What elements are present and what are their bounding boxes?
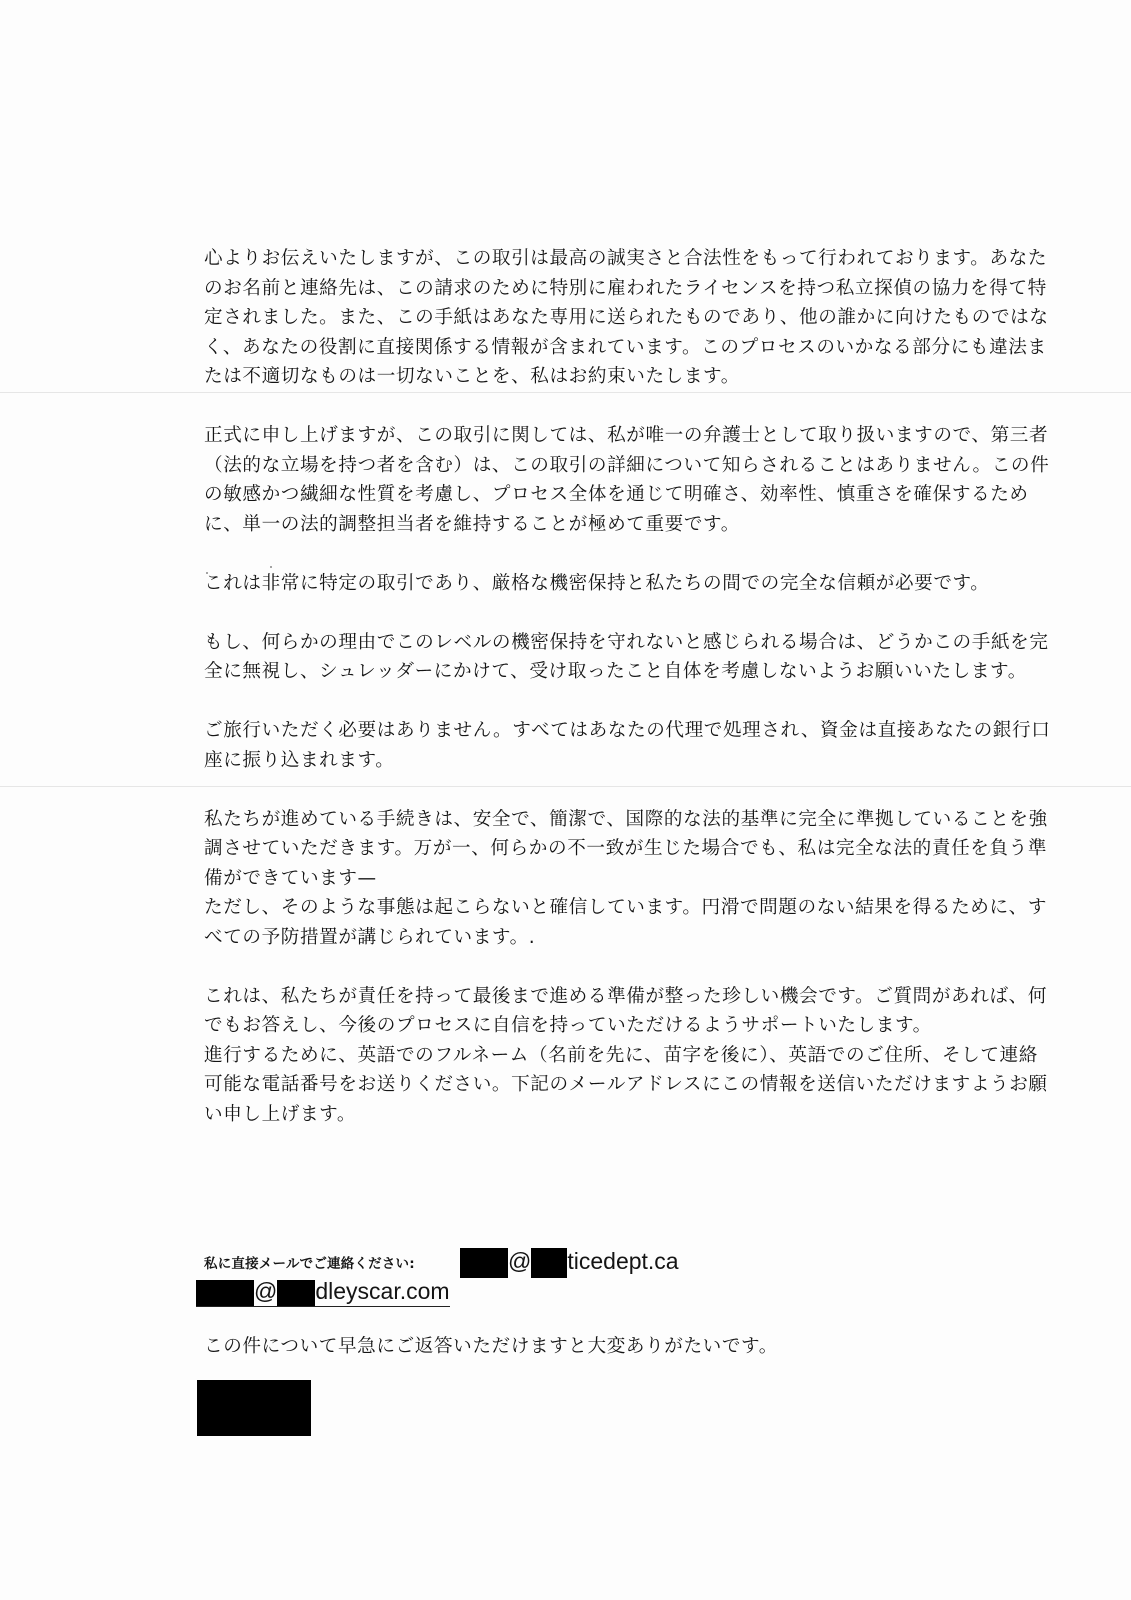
- email-domain: dleyscar.com: [315, 1278, 450, 1304]
- paragraph-procedure: 私たちが進めている手続きは、安全で、簡潔で、国際的な法的基準に完全に準拠していることを強調させていただきます。万が一、何らかの不一致が生じた場合でも、私は完全な法的責任を負う準備ができています—: [204, 808, 1048, 889]
- redacted-block: [277, 1280, 315, 1306]
- paragraph-rare-opportunity: これは、私たちが責任を持って最後まで進める準備が整った珍しい機会です。ご質問があれば、何でもお答えし、今後のプロセスに自信を持っていただけるようサポートいたします。: [204, 985, 1048, 1036]
- closing-line: この件について早急にご返答いただけますと大変ありがたいです。: [204, 1336, 778, 1357]
- paragraph-sole-lawyer: 正式に申し上げますが、この取引に関しては、私が唯一の弁護士として取り扱いますので、第三者（法的な立場を持つ者を含む）は、この取引の詳細について知らされることはありません。この件の敏感かつ繊細な性質を考慮し、プロセス全体を通じて明確さ、効率性、慎重さを確保するために、単一の法的調整担当者を維持することが極めて重要です。: [204, 425, 1050, 535]
- paragraph-send-details: 進行するために、英語でのフルネーム（名前を先に、苗字を後に）、英語でのご住所、そして連絡可能な電話番号をお送りください。下記のメールアドレスにこの情報を送信いただけますようお願い申し上げます。: [204, 1044, 1048, 1125]
- paragraph-no-travel: ご旅行いただく必要はありません。すべてはあなたの代理で処理され、資金は直接あなたの銀行口座に振り込まれます。: [204, 720, 1051, 771]
- email-domain: ticedept.ca: [567, 1248, 679, 1275]
- contact-label-text: 私に直接メールでご連絡ください:: [204, 1256, 415, 1272]
- paragraph-precautions: ただし、そのような事態は起こらないと確信しています。円滑で問題のない結果を得るために、すべての予防措置が講じられています。.: [204, 897, 1048, 948]
- redacted-block: [531, 1248, 567, 1278]
- redacted-block: [196, 1280, 254, 1306]
- contact-label: [204, 1252, 415, 1272]
- paragraph-confidentiality: これは非常に特定の取引であり、厳格な機密保持と私たちの間での完全な信頼が必要です。: [204, 572, 990, 594]
- paragraph-ignore-letter: もし、何らかの理由でこのレベルの機密保持を守れないと感じられる場合は、どうかこの手紙を完全に無視し、シュレッダーにかけて、受け取ったこと自体を考慮しないようお願いいたします。: [204, 631, 1049, 682]
- email-at-symbol: @: [508, 1248, 532, 1275]
- paragraph-honesty: 心よりお伝えいたしますが、この取引は最高の誠実さと合法性をもって行われております。あなたのお名前と連絡先は、この請求のために特別に雇われたライセンスを持つ私立探偵の協力を得て特定されました。また、この手紙はあなた専用に送られたものであり、他の誰かに向けたものではなく、あなたの役割に直接関係する情報が含まれています。このプロセスのいかなる部分にも違法または不適切なものは一切ないことを、私はお約束いたします。: [204, 248, 1049, 387]
- email-address-2[interactable]: [196, 1278, 450, 1307]
- email-address-1[interactable]: [460, 1248, 679, 1278]
- redacted-block: [460, 1248, 508, 1278]
- letter-body: [204, 244, 1054, 1159]
- redacted-signature: [197, 1380, 311, 1436]
- email-at-symbol: @: [254, 1278, 278, 1304]
